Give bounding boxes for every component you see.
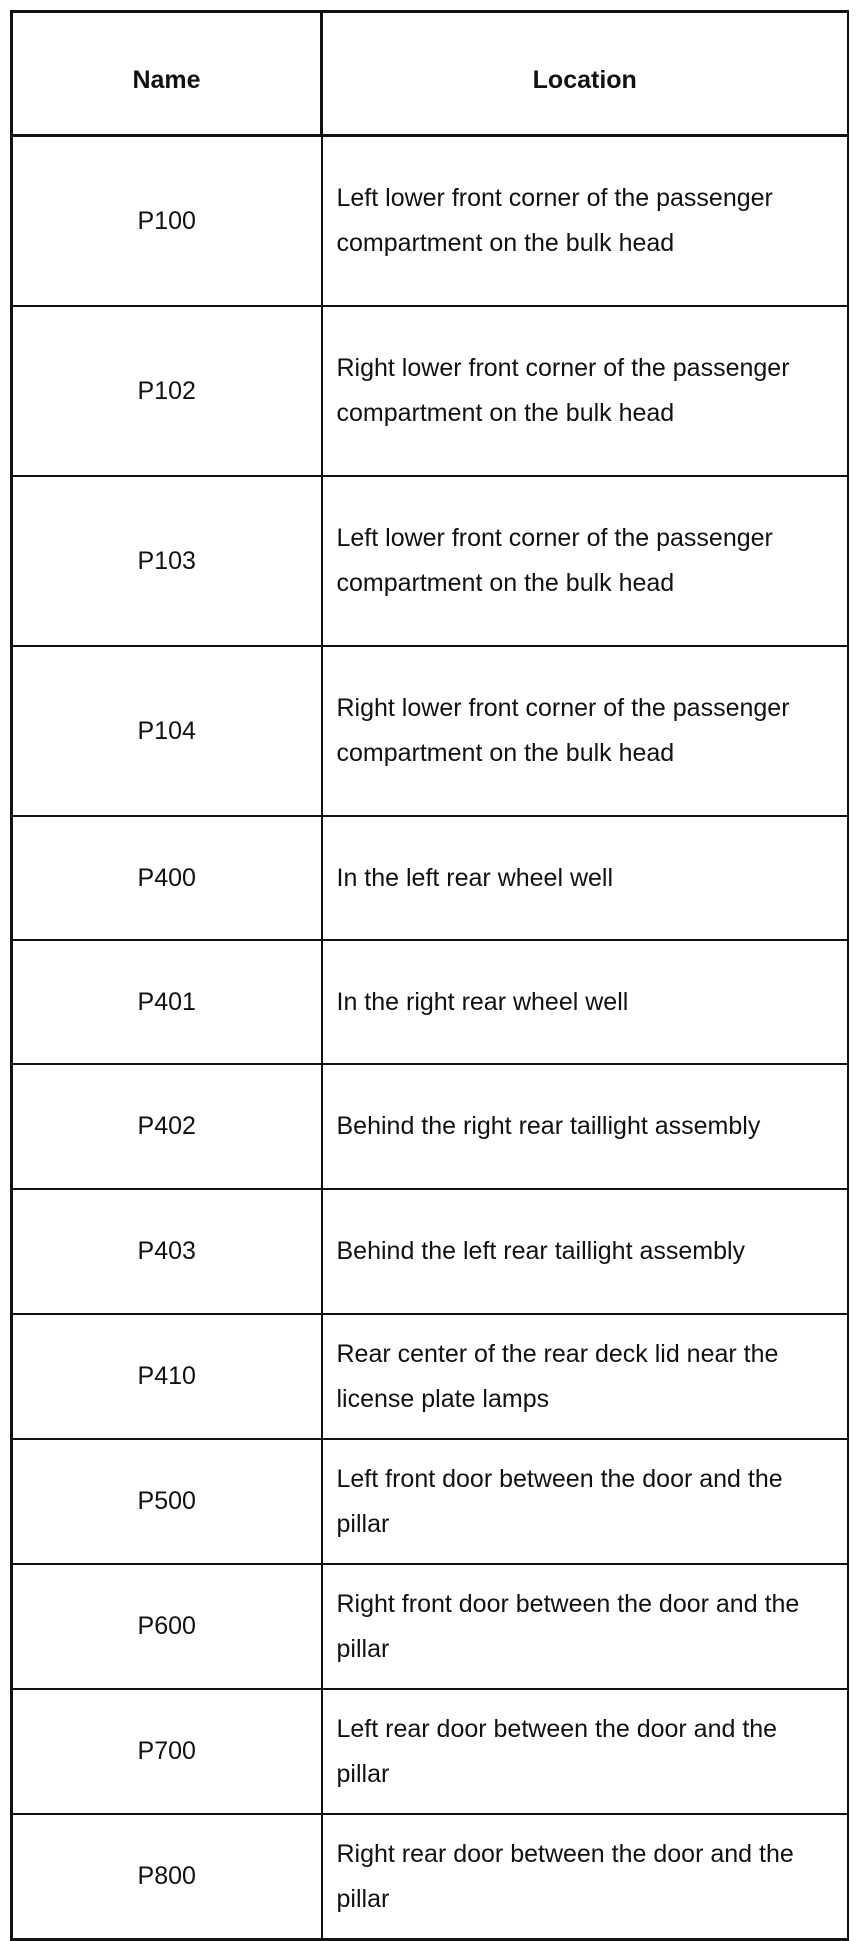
- table-row: [12, 1439, 848, 1564]
- table-row: [12, 1064, 848, 1189]
- cell-name: P403: [12, 1189, 322, 1314]
- cell-name: P402: [12, 1064, 322, 1189]
- cell-location: Left lower front corner of the passenger compartment on the bulk head: [322, 136, 848, 307]
- connector-location-table-container: [10, 10, 846, 1941]
- table-row: [12, 1689, 848, 1814]
- cell-name: P400: [12, 816, 322, 940]
- cell-name: P102: [12, 306, 322, 476]
- cell-name: P800: [12, 1814, 322, 1940]
- cell-name: P500: [12, 1439, 322, 1564]
- table-row: [12, 136, 848, 307]
- cell-location: Right front door between the door and the pillar: [322, 1564, 848, 1689]
- cell-location: Right lower front corner of the passenger compartment on the bulk head: [322, 306, 848, 476]
- cell-location: Rear center of the rear deck lid near the license plate lamps: [322, 1314, 848, 1439]
- cell-name: P700: [12, 1689, 322, 1814]
- cell-name: P104: [12, 646, 322, 816]
- cell-location: Right lower front corner of the passenger compartment on the bulk head: [322, 646, 848, 816]
- cell-name: P600: [12, 1564, 322, 1689]
- cell-name: P410: [12, 1314, 322, 1439]
- cell-location: Behind the left rear taillight assembly: [322, 1189, 848, 1314]
- header-name: Name: [12, 12, 322, 136]
- table-row: [12, 1189, 848, 1314]
- table-row: [12, 1814, 848, 1940]
- cell-location: Behind the right rear taillight assembly: [322, 1064, 848, 1189]
- cell-name: P401: [12, 940, 322, 1064]
- cell-location: In the left rear wheel well: [322, 816, 848, 940]
- cell-location: Left front door between the door and the pillar: [322, 1439, 848, 1564]
- table-row: [12, 1564, 848, 1689]
- connector-location-table: [10, 10, 849, 1941]
- table-header-row: [12, 12, 848, 136]
- table-row: [12, 816, 848, 940]
- cell-name: P103: [12, 476, 322, 646]
- table-row: [12, 306, 848, 476]
- table-row: [12, 940, 848, 1064]
- cell-location: In the right rear wheel well: [322, 940, 848, 1064]
- table-row: [12, 1314, 848, 1439]
- table-row: [12, 646, 848, 816]
- cell-name: P100: [12, 136, 322, 307]
- cell-location: Left rear door between the door and the pillar: [322, 1689, 848, 1814]
- cell-location: Left lower front corner of the passenger compartment on the bulk head: [322, 476, 848, 646]
- cell-location: Right rear door between the door and the pillar: [322, 1814, 848, 1940]
- header-location: Location: [322, 12, 848, 136]
- table-row: [12, 476, 848, 646]
